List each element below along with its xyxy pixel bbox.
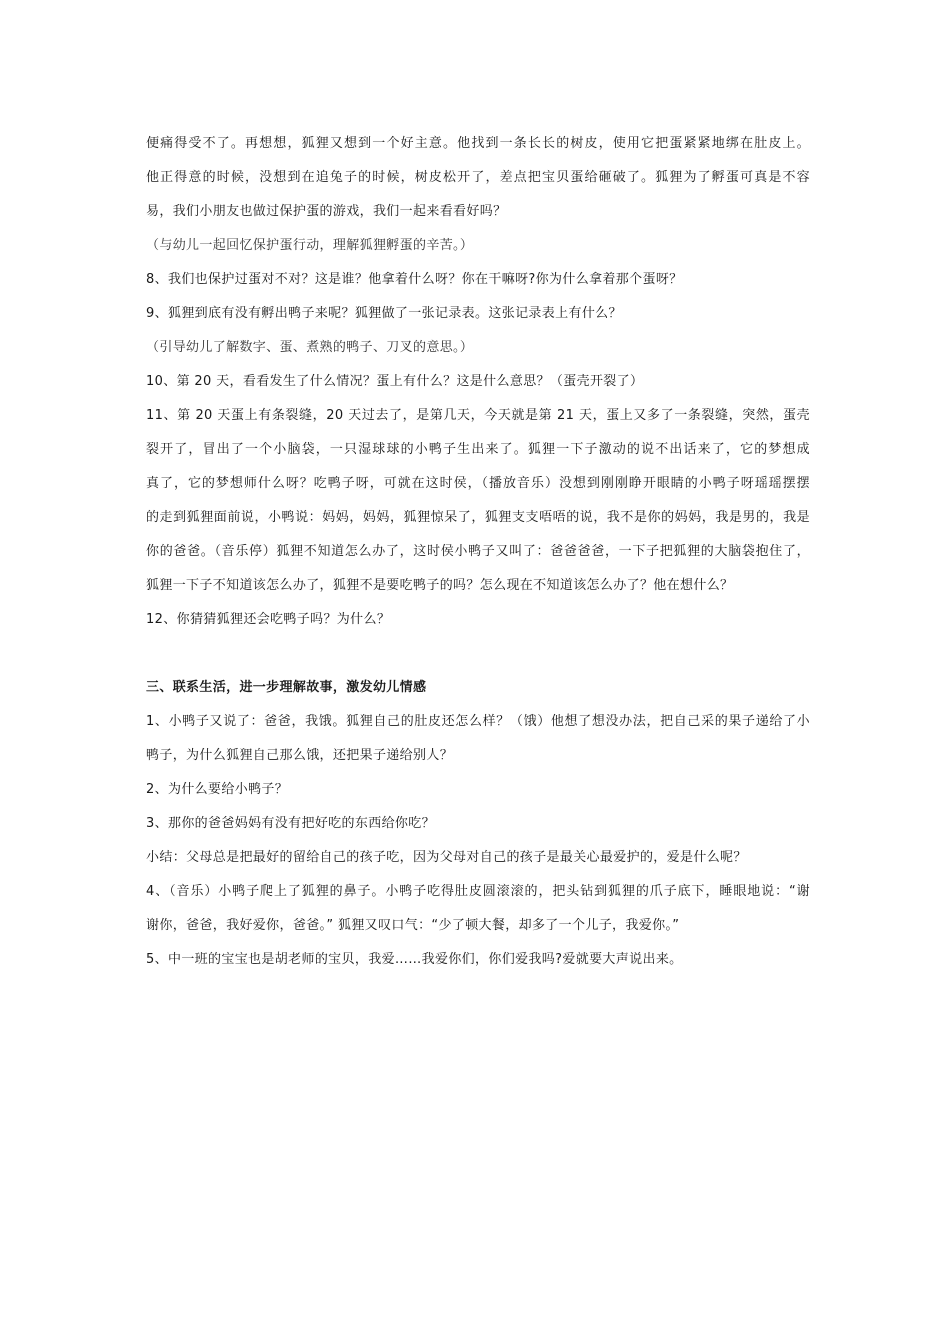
section-heading: 三、联系生活，进一步理解故事，激发幼儿情感 (146, 680, 427, 695)
question-12: 12、你猜猜狐狸还会吃鸭子吗？为什么？ (146, 612, 391, 627)
teaching-note: （引导幼儿了解数字、蛋、煮熟的鸭子、刀叉的意思。） (146, 340, 474, 355)
text-line: 4、（音乐）小鸭子爬上了狐狸的鼻子。小鸭子吃得肚皮圆滚滚的，把头钻到狐狸的爪子底下，睡眼地说：“谢 (146, 884, 810, 899)
text-line: 的走到狐狸面前说，小鸭说：妈妈，妈妈，狐狸惊呆了，狐狸支支唔唔的说，我不是你的妈妈，我是男的，我是 (146, 510, 810, 525)
question-4 (146, 875, 810, 943)
text-line: 你的爸爸。（音乐停）狐狸不知道怎么办了，这时侯小鸭子又叫了：爸爸爸爸，一下子把狐狸的大脑袋抱住了， (146, 544, 810, 559)
text-line: 他正得意的时候，没想到在追兔子的时候，树皮松开了，差点把宝贝蛋给砸破了。狐狸为了孵蛋可真是不容 (146, 170, 810, 185)
question-9: 9、狐狸到底有没有孵出鸭子来呢？狐狸做了一张记录表。这张记录表上有什么？ (146, 306, 622, 321)
document-page (146, 127, 810, 977)
question-5: 5、中一班的宝宝也是胡老师的宝贝，我爱……我爱你们，你们爱我吗?爱就要大声说出来。 (146, 952, 683, 967)
question-3: 3、那你的爸爸妈妈有没有把好吃的东西给你吃？ (146, 816, 435, 831)
question-11 (146, 399, 810, 603)
question-10: 10、第 20 天，看看发生了什么情况？蛋上有什么？这是什么意思？（蛋壳开裂了） (146, 374, 644, 389)
text-line: 1、小鸭子又说了：爸爸，我饿。狐狸自己的肚皮还怎么样？（饿）他想了想没办法，把自己采的果子递给了小 (146, 714, 810, 729)
teaching-note: （与幼儿一起回忆保护蛋行动，理解狐狸孵蛋的辛苦。） (146, 238, 474, 253)
story-paragraph (146, 127, 810, 229)
summary: 小结：父母总是把最好的留给自己的孩子吃，因为父母对自己的孩子是最关心最爱护的，爱是什么呢？ (146, 850, 747, 865)
text-line: 裂开了，冒出了一个小脑袋，一只湿球球的小鸭子生出来了。狐狸一下子激动的说不出话来了，它的梦想成 (146, 442, 810, 457)
question-2: 2、为什么要给小鸭子？ (146, 782, 289, 797)
question-1 (146, 705, 810, 773)
text-line: 鸭子，为什么狐狸自己那么饿，还把果子递给别人？ (146, 748, 454, 763)
text-line: 狐狸一下子不知道该怎么办了，狐狸不是要吃鸭子的吗？怎么现在不知道该怎么办了？他在想什么？ (146, 578, 734, 593)
text-line: 11、第 20 天蛋上有条裂缝，20 天过去了，是第几天，今天就是第 21 天，蛋上又多了一条裂缝，突然，蛋壳 (146, 408, 810, 423)
text-line: 真了，它的梦想师什么呀？吃鸭子呀，可就在这时侯，（播放音乐）没想到刚刚睁开眼睛的小鸭子呀瑶瑶摆摆 (146, 476, 810, 491)
text-line: 便痛得受不了。再想想，狐狸又想到一个好主意。他找到一条长长的树皮，使用它把蛋紧紧地绑在肚皮上。 (146, 136, 810, 151)
question-8: 8、我们也保护过蛋对不对？这是谁？他拿着什么呀？你在干嘛呀?你为什么拿着那个蛋呀？ (146, 272, 683, 287)
text-line: 谢你，爸爸，我好爱你，爸爸。” 狐狸又叹口气：“少了顿大餐，却多了一个儿子，我爱你。” (146, 918, 680, 933)
section-spacer (146, 637, 810, 671)
text-line: 易，我们小朋友也做过保护蛋的游戏，我们一起来看看好吗？ (146, 204, 507, 219)
